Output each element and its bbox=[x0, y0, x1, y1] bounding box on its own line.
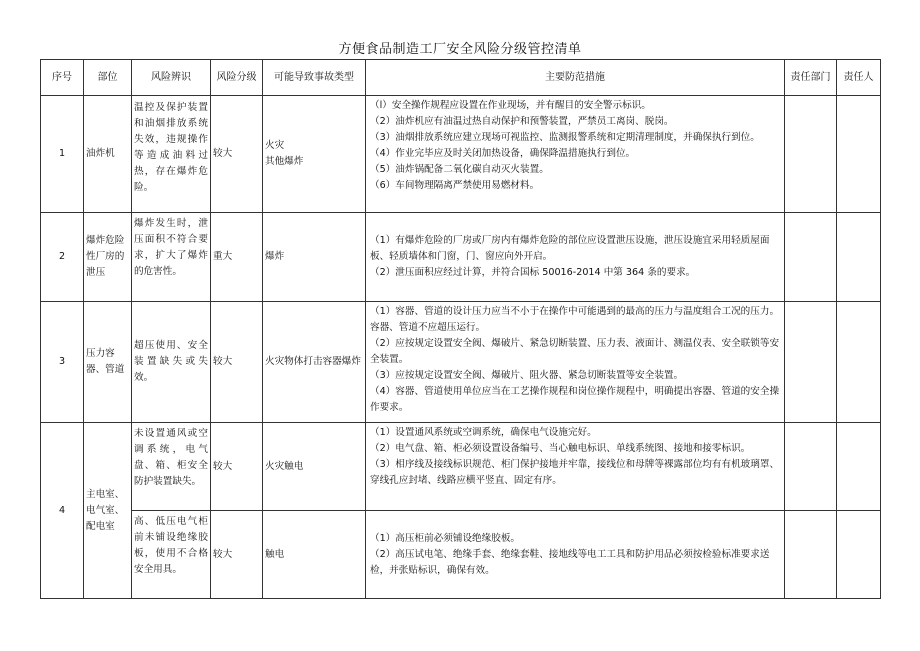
row-person bbox=[837, 213, 881, 302]
row-accident-type bbox=[263, 302, 366, 423]
accident-type-line: 触电 bbox=[265, 548, 285, 560]
accident-type-line: 爆炸 bbox=[265, 251, 285, 262]
row-accident-type bbox=[263, 423, 366, 511]
row-location: 压力容器、管道 bbox=[84, 302, 132, 423]
header-location: 部位 bbox=[84, 60, 132, 96]
measure-item: （2）应按规定设置安全阀、爆破片、紧急切断装置、压力表、液面计、测温仪表、安全联锁等安全装置。 bbox=[370, 338, 780, 365]
row-measures bbox=[366, 213, 785, 302]
header-department: 责任部门 bbox=[785, 60, 837, 96]
risk-text: 温控及保护装置和油烟排放系统失效，违规操作等造成油料过热，存在爆炸危险。 bbox=[134, 102, 208, 193]
row-department bbox=[785, 96, 837, 213]
table-row bbox=[41, 302, 881, 423]
row-risk-level: 较大 bbox=[211, 511, 263, 599]
risk-control-table bbox=[40, 59, 881, 599]
header-no: 序号 bbox=[41, 60, 84, 96]
row-location: 爆炸危险性厂房的泄压 bbox=[84, 213, 132, 302]
measure-item: （4）容器、管道使用单位应当在工艺操作规程和岗位操作规程中，明确提出容器、管道的安全操作要求。 bbox=[370, 386, 780, 413]
row-risk-identification: 高、低压电气柜前未铺设绝缘胶板，使用不合格安全用具。 bbox=[132, 511, 211, 599]
row-measures bbox=[366, 302, 785, 423]
row-person bbox=[837, 511, 881, 599]
row-risk-identification: 超压使用、安全装置缺失或失效。 bbox=[132, 302, 211, 423]
measure-item: （3）油烟排放系统应建立现场可视监控、监测报警系统和定期清理制度，并确保执行到位。 bbox=[370, 132, 760, 143]
row-measures bbox=[366, 511, 785, 599]
row-person bbox=[837, 96, 881, 213]
row-location: 油炸机 bbox=[84, 96, 132, 213]
header-person: 责任人 bbox=[837, 60, 881, 96]
row-department bbox=[785, 511, 837, 599]
accident-type-line: 其他爆炸 bbox=[265, 156, 304, 167]
measure-item: （2）泄压面积应经过计算，并符合国标 50016-2014 中第 364 条的要求。 bbox=[370, 267, 696, 278]
measure-item: （1）高压柜前必须铺设绝缘胶板。 bbox=[370, 532, 521, 544]
row-risk-level: 较大 bbox=[211, 302, 263, 423]
header-risk-level: 风险分级 bbox=[211, 60, 263, 96]
table-row bbox=[41, 96, 881, 213]
row-number: 3 bbox=[41, 302, 84, 423]
row-risk-level: 较大 bbox=[211, 96, 263, 213]
measure-item: （2）油炸机应有油温过热自动保护和预警装置，严禁员工离岗、脱岗。 bbox=[370, 116, 674, 127]
measure-item: （1）有爆炸危险的厂房或厂房内有爆炸危险的部位应设置泄压设施，泄压设施宜采用轻质屋面板、轻质墙体和门窗，门、窗应向外开启。 bbox=[370, 235, 770, 262]
row-risk-level: 重大 bbox=[211, 213, 263, 302]
row-measures bbox=[366, 96, 785, 213]
accident-type-line: 火灾物体打击容器爆炸 bbox=[265, 356, 361, 367]
row-department bbox=[785, 423, 837, 511]
row-number: 4 bbox=[41, 423, 84, 599]
table-row bbox=[41, 213, 881, 302]
table-row bbox=[41, 423, 881, 511]
row-accident-type bbox=[263, 511, 366, 599]
row-department bbox=[785, 213, 837, 302]
measure-item: （6）车间物理隔离严禁使用易燃材料。 bbox=[370, 180, 540, 191]
measure-item: （3）应按规定设置安全阀、爆破片、阻火器、紧急切断装置等安全装置。 bbox=[370, 370, 684, 381]
accident-type-line: 火灾触电 bbox=[265, 460, 304, 472]
measure-item: （2）电气盘、箱、柜必须设置设备编号、当心触电标识、单线系统图、接地和接零标识。 bbox=[370, 443, 751, 454]
measure-item: （5）油炸锅配备二氧化碳自动灭火装置。 bbox=[370, 164, 549, 175]
measure-item: （1）设置通风系统或空调系统，确保电气设施完好。 bbox=[370, 427, 597, 438]
header-risk-identification: 风险辨识 bbox=[132, 60, 211, 96]
measure-item: （3）相序线及接线标识规范、柜门保护接地并牢靠，接线位和母牌等裸露部位均有有机玻璃罩、穿线孔应封堵、线路应横平竖直、固定有序。 bbox=[370, 459, 780, 486]
header-accident-type: 可能导致事故类型 bbox=[263, 60, 366, 96]
measure-item: （1）容器、管道的设计压力应当不小于在操作中可能遇到的最高的压力与温度组合工况的压力。容器、管道不应超压运行。 bbox=[370, 306, 780, 333]
header-measures: 主要防范措施 bbox=[366, 60, 785, 96]
row-accident-type bbox=[263, 213, 366, 302]
table-header-row bbox=[41, 60, 881, 96]
row-location: 主电室、电气室、配电室 bbox=[84, 423, 132, 599]
row-department bbox=[785, 302, 837, 423]
row-number: 1 bbox=[41, 96, 84, 213]
row-accident-type bbox=[263, 96, 366, 213]
row-measures bbox=[366, 423, 785, 511]
row-person bbox=[837, 302, 881, 423]
document-title: 方便食品制造工厂安全风险分级管控清单 bbox=[338, 42, 582, 57]
row-risk-identification: 未设置通风或空调系统，电气盘、箱、柜安全防护装置缺失。 bbox=[132, 423, 211, 511]
measure-item: （4）作业完毕应及时关闭加热设备，确保降温措施执行到位。 bbox=[370, 148, 636, 159]
row-risk-identification bbox=[132, 96, 211, 213]
measure-item: （2）高压试电笔、绝缘手套、绝缘套鞋、接地线等电工工具和防护用品必须按检验标准要求送检，并张贴标识，确保有效。 bbox=[370, 548, 770, 576]
row-person bbox=[837, 423, 881, 511]
row-number: 2 bbox=[41, 213, 84, 302]
row-risk-identification: 爆炸发生时，泄压面积不符合要求，扩大了爆炸的危害性。 bbox=[132, 213, 211, 302]
measure-item: （l）安全操作规程应设置在作业现场，并有醒目的安全警示标识。 bbox=[370, 100, 651, 111]
accident-type-line: 火灾 bbox=[265, 140, 285, 151]
table-row bbox=[41, 511, 881, 599]
row-risk-level: 较大 bbox=[211, 423, 263, 511]
